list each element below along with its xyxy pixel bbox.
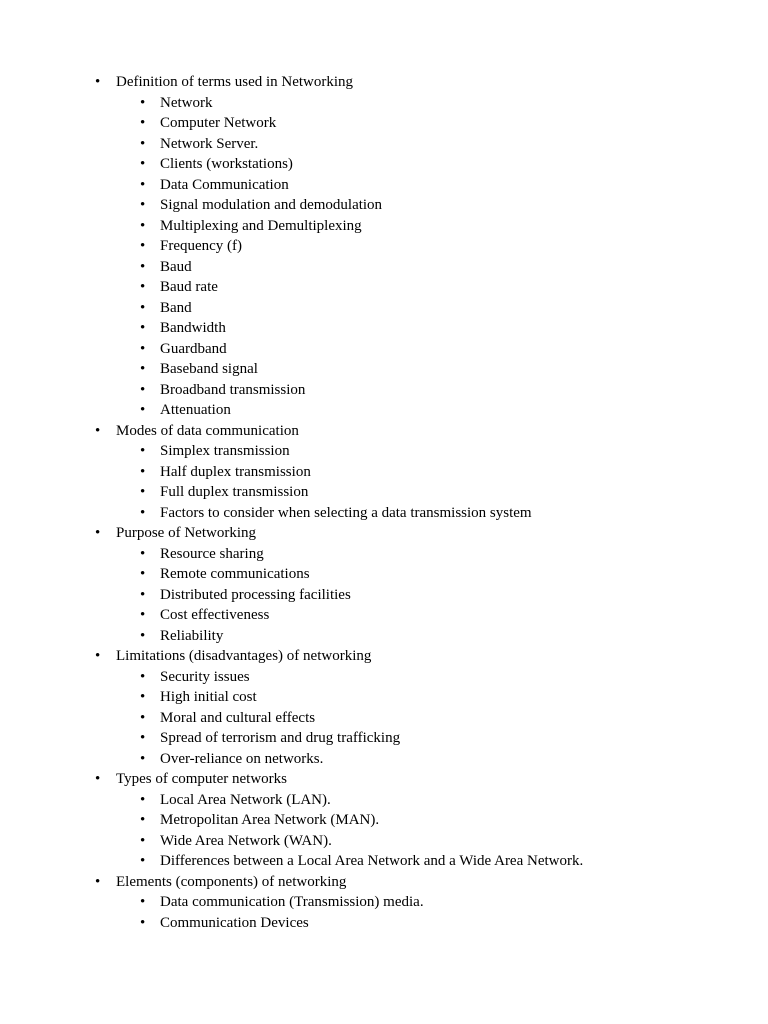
subtopic-label: Communication Devices <box>160 914 309 931</box>
bullet-icon: • <box>140 217 146 234</box>
topic-label: Definition of terms used in Networking <box>116 74 354 90</box>
bullet-icon: • <box>140 463 146 480</box>
bullet-icon: • <box>95 873 101 890</box>
subtopic-item <box>0 831 768 852</box>
bullet-icon: • <box>95 74 101 90</box>
subtopic-item <box>0 113 768 134</box>
subtopic-label: Baud rate <box>160 279 218 295</box>
bullet-icon: • <box>140 832 146 849</box>
bullet-icon: • <box>140 340 146 357</box>
subtopic-item <box>0 400 768 421</box>
subtopic-label: Factors to consider when selecting a data transmission system <box>160 504 532 521</box>
bullet-icon: • <box>140 361 146 377</box>
subtopic-item <box>0 154 768 175</box>
subtopic-label: Data communication (Transmission) media. <box>160 894 424 910</box>
subtopic-label: Signal modulation and demodulation <box>160 197 383 213</box>
subtopic-item <box>0 441 768 462</box>
subtopic-label: Frequency (f) <box>160 238 243 254</box>
subtopic-label: Computer Network <box>160 115 277 131</box>
subtopic-item <box>0 93 768 114</box>
bullet-icon: • <box>140 484 146 500</box>
bullet-icon: • <box>140 791 146 808</box>
bullet-icon: • <box>140 156 146 172</box>
subtopic-item <box>0 585 768 606</box>
bullet-icon: • <box>140 115 146 131</box>
subtopic-item <box>0 708 768 729</box>
bullet-icon: • <box>95 771 101 787</box>
subtopic-list <box>0 544 768 647</box>
subtopic-item <box>0 359 768 380</box>
subtopic-label: Baud <box>160 258 192 275</box>
bullet-icon: • <box>140 709 146 726</box>
bullet-icon: • <box>140 299 146 316</box>
bullet-icon: • <box>140 176 146 193</box>
subtopic-label: Broadband transmission <box>160 381 306 398</box>
bullet-icon: • <box>140 381 146 398</box>
bullet-icon: • <box>140 668 146 685</box>
subtopic-item <box>0 175 768 196</box>
subtopic-item <box>0 564 768 585</box>
subtopic-item <box>0 626 768 647</box>
subtopic-label: Multiplexing and Demultiplexing <box>160 217 362 234</box>
bullet-icon: • <box>140 197 146 213</box>
subtopic-item <box>0 892 768 913</box>
subtopic-label: Half duplex transmission <box>160 463 311 480</box>
subtopic-item <box>0 544 768 565</box>
subtopic-label: Remote communications <box>160 566 310 582</box>
bullet-icon: • <box>140 607 146 623</box>
subtopic-item <box>0 318 768 339</box>
bullet-icon: • <box>140 94 146 111</box>
bullet-icon: • <box>95 422 101 439</box>
subtopic-label: Moral and cultural effects <box>160 709 316 726</box>
subtopic-label: Network Server. <box>160 135 259 152</box>
bullet-icon: • <box>140 279 146 295</box>
subtopic-item <box>0 810 768 831</box>
topic-row <box>0 523 768 544</box>
subtopic-item <box>0 216 768 237</box>
subtopic-label: Resource sharing <box>160 545 264 562</box>
subtopic-item <box>0 339 768 360</box>
subtopic-label: Baseband signal <box>160 361 258 377</box>
bullet-icon: • <box>140 545 146 562</box>
subtopic-label: Clients (workstations) <box>160 156 293 172</box>
bullet-icon: • <box>140 853 146 869</box>
subtopic-item <box>0 851 768 872</box>
subtopic-label: Spread of terrorism and drug trafficking <box>160 730 401 746</box>
bullet-icon: • <box>140 504 146 521</box>
bullet-icon: • <box>140 586 146 603</box>
topic-label: Limitations (disadvantages) of networking <box>116 648 372 664</box>
subtopic-item <box>0 605 768 626</box>
topic-row <box>0 646 768 667</box>
subtopic-list <box>0 892 768 933</box>
bullet-icon: • <box>140 320 146 336</box>
subtopic-label: Band <box>160 299 192 316</box>
outline-topic <box>0 421 768 524</box>
subtopic-label: Cost effectiveness <box>160 607 270 623</box>
bullet-icon: • <box>140 238 146 254</box>
subtopic-item <box>0 195 768 216</box>
subtopic-list <box>0 667 768 770</box>
topic-label: Modes of data communication <box>116 422 299 439</box>
subtopic-item <box>0 749 768 770</box>
bullet-icon: • <box>140 402 146 418</box>
subtopic-label: Network <box>160 94 213 111</box>
bullet-icon: • <box>140 750 146 767</box>
subtopic-list <box>0 790 768 872</box>
subtopic-item <box>0 667 768 688</box>
subtopic-item <box>0 380 768 401</box>
subtopic-label: Security issues <box>160 668 250 685</box>
subtopic-label: Full duplex transmission <box>160 484 309 500</box>
subtopic-list <box>0 93 768 421</box>
outline-topic <box>0 872 768 934</box>
subtopic-item <box>0 728 768 749</box>
topic-row <box>0 769 768 790</box>
bullet-icon: • <box>140 566 146 582</box>
subtopic-item <box>0 277 768 298</box>
topic-row <box>0 872 768 893</box>
subtopic-label: Differences between a Local Area Network and a Wide Area Network. <box>160 853 584 869</box>
subtopic-label: Guardband <box>160 340 227 357</box>
outline-topic <box>0 523 768 646</box>
bullet-icon: • <box>140 627 146 644</box>
subtopic-label: Reliability <box>160 627 224 644</box>
subtopic-list <box>0 441 768 523</box>
bullet-icon: • <box>140 730 146 746</box>
bullet-icon: • <box>140 258 146 275</box>
subtopic-label: Data Communication <box>160 176 289 193</box>
bullet-icon: • <box>140 812 146 828</box>
subtopic-label: Metropolitan Area Network (MAN). <box>160 812 380 828</box>
subtopic-item <box>0 913 768 934</box>
bullet-icon: • <box>140 443 146 459</box>
bullet-icon: • <box>140 135 146 152</box>
topic-row <box>0 72 768 93</box>
subtopic-label: Wide Area Network (WAN). <box>160 832 332 849</box>
bullet-icon: • <box>140 914 146 931</box>
subtopic-label: Attenuation <box>160 402 231 418</box>
topic-label: Purpose of Networking <box>116 525 256 541</box>
subtopic-label: Distributed processing facilities <box>160 586 351 603</box>
subtopic-item <box>0 236 768 257</box>
topic-label: Types of computer networks <box>116 771 287 787</box>
outline-topic <box>0 769 768 872</box>
subtopic-item <box>0 257 768 278</box>
bullet-icon: • <box>95 525 101 541</box>
subtopic-item <box>0 298 768 319</box>
subtopic-item <box>0 462 768 483</box>
bullet-icon: • <box>95 648 101 664</box>
bullet-icon: • <box>140 894 146 910</box>
subtopic-item <box>0 503 768 524</box>
outline-topic <box>0 72 768 421</box>
subtopic-label: Simplex transmission <box>160 443 290 459</box>
subtopic-label: Bandwidth <box>160 320 226 336</box>
subtopic-item <box>0 687 768 708</box>
subtopic-item <box>0 134 768 155</box>
subtopic-label: High initial cost <box>160 689 257 705</box>
topic-label: Elements (components) of networking <box>116 873 347 890</box>
subtopic-label: Local Area Network (LAN). <box>160 791 331 808</box>
topic-row <box>0 421 768 442</box>
outline-topic <box>0 646 768 769</box>
subtopic-item <box>0 790 768 811</box>
subtopic-item <box>0 482 768 503</box>
topic-outline <box>0 72 768 933</box>
bullet-icon: • <box>140 689 146 705</box>
subtopic-label: Over-reliance on networks. <box>160 750 324 767</box>
